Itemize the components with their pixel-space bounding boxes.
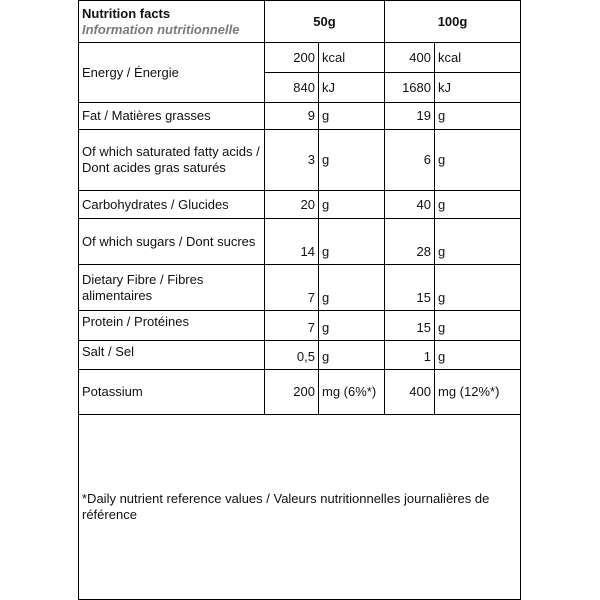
unit-100g: g [435,103,521,130]
unit-50g: g [319,191,385,219]
value-50g: 14 [265,219,319,265]
header-row [79,1,521,43]
row-label: Dietary Fibre / Fibres alimentaires [79,265,265,311]
table-title-cell [79,1,265,43]
value-50g: 3 [265,130,319,191]
table-row [79,311,521,341]
unit-100g: g [435,341,521,370]
unit-50g: mg (6%*) [319,370,385,415]
value-50g: 20 [265,191,319,219]
unit-50g: g [319,311,385,341]
value-50g: 200 [265,370,319,415]
row-label: Protein / Protéines [79,311,265,341]
unit-100g: kJ [435,73,521,103]
value-50g: 9 [265,103,319,130]
value-100g: 15 [385,265,435,311]
row-label: Salt / Sel [79,341,265,370]
value-100g: 6 [385,130,435,191]
table-row [79,103,521,130]
value-100g: 1680 [385,73,435,103]
footnote: *Daily nutrient reference values / Valeurs nutritionnelles journalières de référence [79,415,521,600]
table-subtitle: Information nutritionnelle [82,22,240,37]
unit-100g: g [435,219,521,265]
value-50g: 0,5 [265,341,319,370]
table-row [79,191,521,219]
table-row [79,43,521,73]
row-label: Of which saturated fatty acids / Dont acides gras saturés [79,130,265,191]
table-row [79,341,521,370]
row-label: Energy / Énergie [79,43,265,103]
unit-50g: g [319,265,385,311]
value-100g: 400 [385,370,435,415]
table-row [79,265,521,311]
unit-50g: kJ [319,73,385,103]
unit-100g: g [435,130,521,191]
row-label: Carbohydrates / Glucides [79,191,265,219]
unit-50g: g [319,130,385,191]
value-50g: 200 [265,43,319,73]
table-row [79,370,521,415]
unit-100g: g [435,311,521,341]
table-row [79,130,521,191]
unit-50g: g [319,341,385,370]
value-100g: 400 [385,43,435,73]
unit-50g: g [319,219,385,265]
table-row [79,219,521,265]
unit-100g: g [435,265,521,311]
value-50g: 7 [265,311,319,341]
value-50g: 840 [265,73,319,103]
column-header-50g: 50g [265,1,385,43]
unit-100g: kcal [435,43,521,73]
value-100g: 1 [385,341,435,370]
nutrition-facts-table [78,0,520,600]
value-100g: 19 [385,103,435,130]
footnote-row [79,415,521,600]
value-100g: 28 [385,219,435,265]
row-label: Potassium [79,370,265,415]
unit-50g: g [319,103,385,130]
value-100g: 40 [385,191,435,219]
value-100g: 15 [385,311,435,341]
unit-100g: mg (12%*) [435,370,521,415]
unit-50g: kcal [319,43,385,73]
row-label: Of which sugars / Dont sucres [79,219,265,265]
unit-100g: g [435,191,521,219]
value-50g: 7 [265,265,319,311]
table-title: Nutrition facts [82,6,171,21]
row-label: Fat / Matières grasses [79,103,265,130]
column-header-100g: 100g [385,1,521,43]
